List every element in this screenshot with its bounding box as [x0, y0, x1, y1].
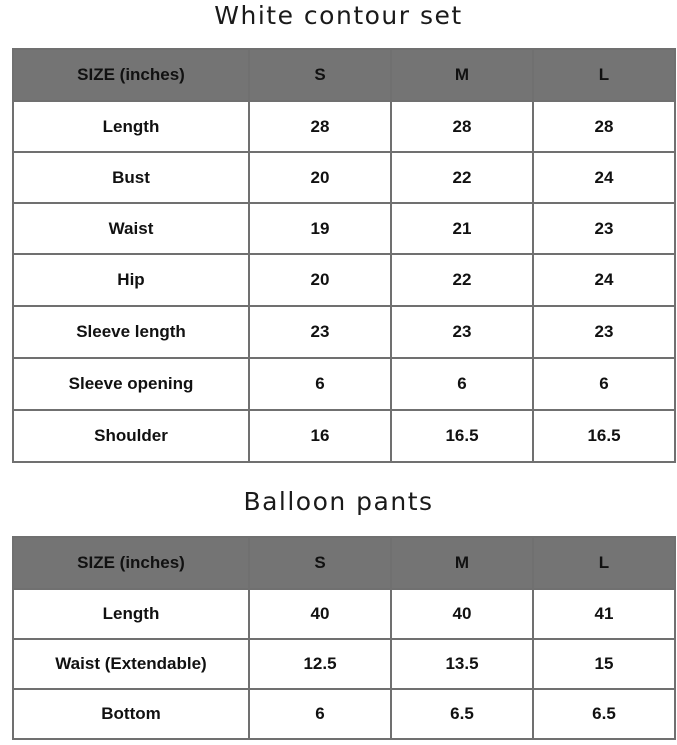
- row-label: Shoulder: [13, 410, 249, 462]
- table-row: [13, 639, 675, 689]
- row-label: Hip: [13, 254, 249, 306]
- cell-m: 6.5: [391, 689, 533, 739]
- cell-l: 28: [533, 101, 675, 152]
- cell-m: 23: [391, 306, 533, 358]
- table-row: [13, 101, 675, 152]
- header-cell-s: S: [249, 537, 391, 589]
- cell-m: 28: [391, 101, 533, 152]
- table-row: [13, 254, 675, 306]
- cell-m: 13.5: [391, 639, 533, 689]
- row-label: Bust: [13, 152, 249, 203]
- header-cell-m: M: [391, 49, 533, 101]
- table-row: [13, 306, 675, 358]
- table-row: [13, 589, 675, 639]
- cell-l: 15: [533, 639, 675, 689]
- table-header-row: [13, 49, 675, 101]
- cell-s: 19: [249, 203, 391, 254]
- row-label: Waist: [13, 203, 249, 254]
- row-label: Sleeve length: [13, 306, 249, 358]
- row-label: Bottom: [13, 689, 249, 739]
- table-row: [13, 152, 675, 203]
- cell-l: 41: [533, 589, 675, 639]
- cell-s: 20: [249, 254, 391, 306]
- cell-s: 20: [249, 152, 391, 203]
- table-row: [13, 203, 675, 254]
- header-cell-m: M: [391, 537, 533, 589]
- cell-s: 12.5: [249, 639, 391, 689]
- row-label: Sleeve opening: [13, 358, 249, 410]
- cell-l: 24: [533, 254, 675, 306]
- cell-l: 16.5: [533, 410, 675, 462]
- header-cell-size: SIZE (inches): [13, 537, 249, 589]
- cell-l: 24: [533, 152, 675, 203]
- cell-s: 6: [249, 689, 391, 739]
- cell-s: 6: [249, 358, 391, 410]
- size-chart-table-balloon-pants: [12, 536, 676, 740]
- cell-l: 6.5: [533, 689, 675, 739]
- row-label: Length: [13, 101, 249, 152]
- table-row: [13, 358, 675, 410]
- cell-s: 28: [249, 101, 391, 152]
- size-chart-table-white-contour-set: [12, 48, 676, 463]
- table-title-balloon-pants: Balloon pants: [243, 487, 434, 516]
- cell-l: 6: [533, 358, 675, 410]
- table-row: [13, 410, 675, 462]
- cell-m: 22: [391, 152, 533, 203]
- table-row: [13, 689, 675, 739]
- cell-l: 23: [533, 306, 675, 358]
- cell-l: 23: [533, 203, 675, 254]
- cell-m: 21: [391, 203, 533, 254]
- cell-m: 16.5: [391, 410, 533, 462]
- cell-m: 22: [391, 254, 533, 306]
- cell-m: 40: [391, 589, 533, 639]
- cell-m: 6: [391, 358, 533, 410]
- header-cell-l: L: [533, 49, 675, 101]
- header-cell-size: SIZE (inches): [13, 49, 249, 101]
- row-label: Length: [13, 589, 249, 639]
- cell-s: 40: [249, 589, 391, 639]
- cell-s: 23: [249, 306, 391, 358]
- cell-s: 16: [249, 410, 391, 462]
- table-header-row: [13, 537, 675, 589]
- header-cell-s: S: [249, 49, 391, 101]
- row-label: Waist (Extendable): [13, 639, 249, 689]
- table-title-white-contour-set: White contour set: [214, 1, 463, 30]
- header-cell-l: L: [533, 537, 675, 589]
